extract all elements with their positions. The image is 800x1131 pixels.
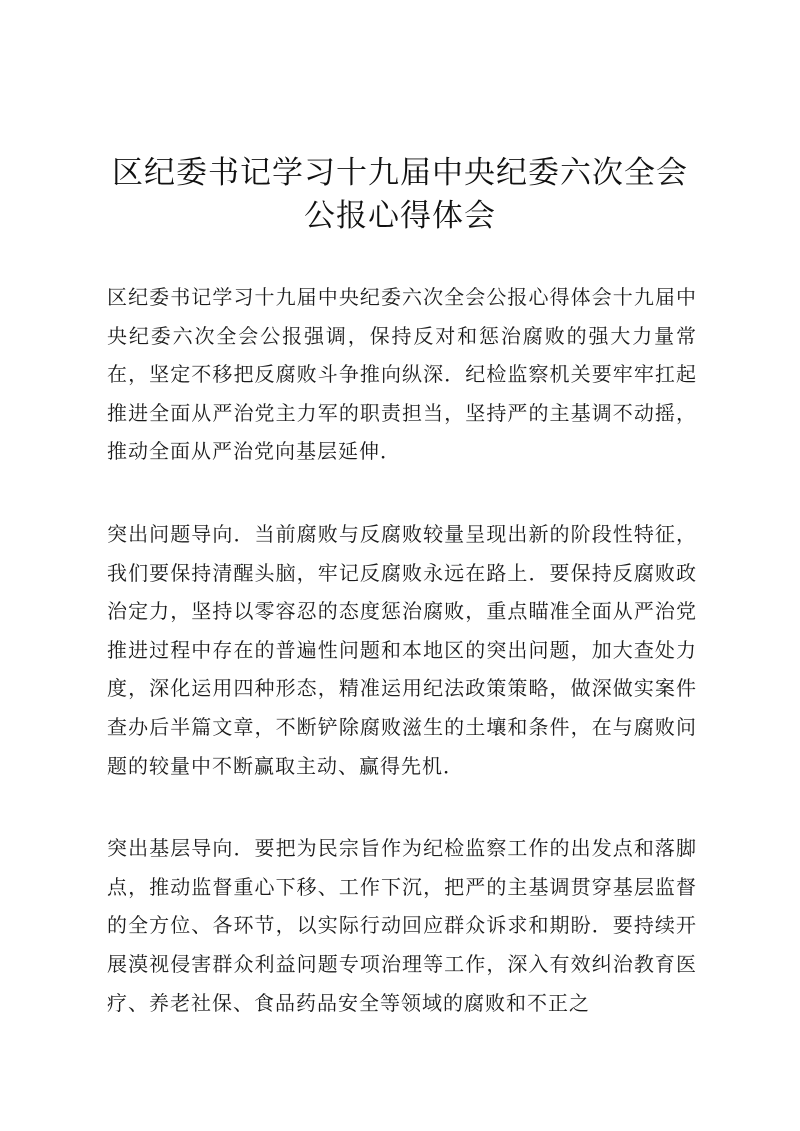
paragraph-intro: 区纪委书记学习十九届中央纪委六次全会公报心得体会十九届中央纪委六次全会公报强调，保持反对和惩治腐败的强大力量常在，坚定不移把反腐败斗争推向纵深．纪检监察机关要牢牢扛起推进全面从严治党主力军的职责担当，坚持严的主基调不动摇，推动全面从严治党向基层延伸． — [107, 285, 697, 464]
document-title: 区纪委书记学习十九届中央纪委六次全会公报心得体会 — [112, 155, 688, 234]
paragraph-grassroots-orientation: 突出基层导向．要把为民宗旨作为纪检监察工作的出发点和落脚点，推动监督重心下移、工作下沉，把严的主基调贯穿基层监督的全方位、各环节，以实际行动回应群众诉求和期盼．要持续开展漠视侵害群众利益问题专项治理等工作，深入有效纠治教育医疗、养老社保、食品药品安全等领域的腐败和不正之 — [107, 836, 697, 1015]
document-body — [107, 278, 697, 1066]
paragraph-problem-orientation: 突出问题导向．当前腐败与反腐败较量呈现出新的阶段性特征，我们要保持清醒头脑，牢记反腐败永远在路上．要保持反腐败政治定力，坚持以零容忍的态度惩治腐败，重点瞄准全面从严治党推进过程中存在的普遍性问题和本地区的突出问题，加大查处力度，深化运用四种形态，精准运用纪法政策策略，做深做实案件查办后半篇文章，不断铲除腐败滋生的土壤和条件，在与腐败问题的较量中不断赢取主动、赢得先机． — [107, 521, 697, 778]
